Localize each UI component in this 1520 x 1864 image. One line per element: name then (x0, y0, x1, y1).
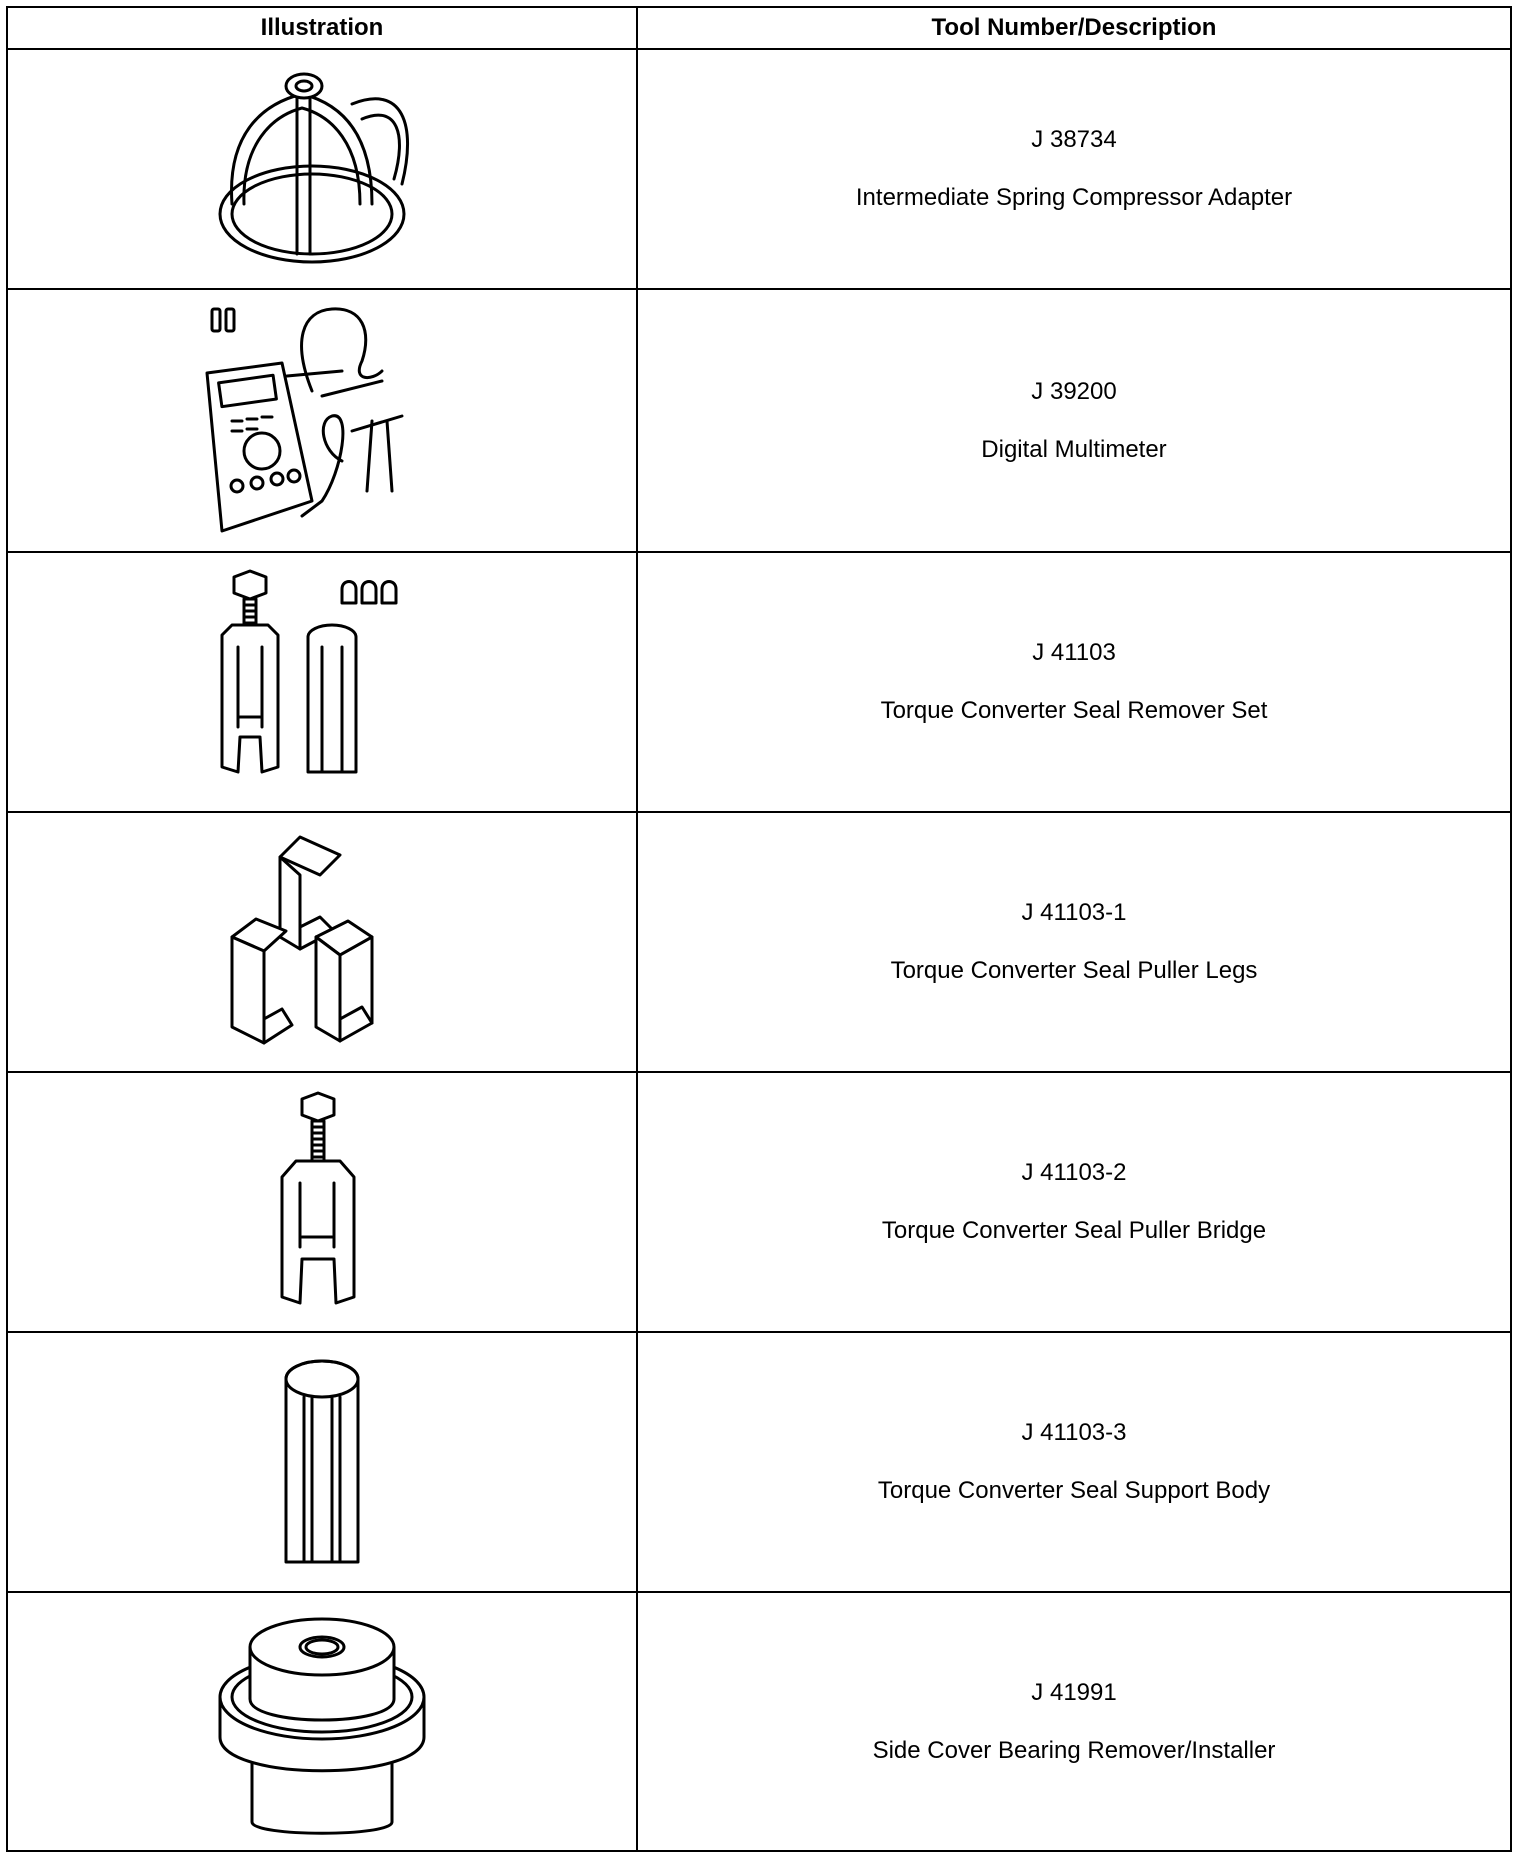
tool-number: J 41103 (1032, 639, 1116, 666)
tool-table-page (6, 6, 1510, 1858)
tool-name: Intermediate Spring Compressor Adapter (855, 184, 1293, 211)
tool-number: J 41103-3 (1021, 1419, 1127, 1446)
table-header-row (7, 7, 1511, 49)
header-illustration: Illustration (7, 7, 637, 49)
table-row (7, 1072, 1511, 1332)
header-tool-description: Tool Number/Description (637, 7, 1511, 49)
table-row (7, 289, 1511, 552)
tool-name: Torque Converter Seal Support Body (877, 1477, 1271, 1504)
tool-number: J 39200 (1031, 377, 1117, 405)
illustration-cell (7, 552, 637, 812)
table-row (7, 49, 1511, 289)
bearing-remover-installer-icon (212, 1607, 432, 1837)
illustration-cell (7, 1072, 637, 1332)
tool-name: Side Cover Bearing Remover/Installer (872, 1736, 1276, 1764)
seal-support-body-icon (262, 1347, 382, 1577)
description-cell (637, 289, 1511, 552)
illustration-cell (7, 812, 637, 1072)
illustration-cell (7, 1332, 637, 1592)
tool-number: J 41103-1 (1021, 899, 1127, 926)
tool-name: Torque Converter Seal Remover Set (880, 697, 1268, 724)
digital-multimeter-icon (202, 301, 442, 541)
tool-name: Torque Converter Seal Puller Legs (890, 957, 1258, 984)
spring-compressor-adapter-icon (202, 64, 442, 274)
special-tools-table (6, 6, 1512, 1852)
tool-number: J 38734 (1031, 126, 1117, 153)
seal-puller-bridge-icon (262, 1087, 382, 1317)
tool-number: J 41103-2 (1021, 1159, 1127, 1186)
table-row (7, 1332, 1511, 1592)
description-cell (637, 49, 1511, 289)
tool-number: J 41991 (1031, 1678, 1117, 1706)
description-cell (637, 1332, 1511, 1592)
description-cell (637, 1592, 1511, 1851)
seal-puller-legs-icon (222, 827, 422, 1057)
description-cell (637, 812, 1511, 1072)
illustration-cell (7, 1592, 637, 1851)
tool-name: Digital Multimeter (981, 435, 1167, 463)
description-cell (637, 1072, 1511, 1332)
table-row (7, 552, 1511, 812)
description-cell (637, 552, 1511, 812)
table-row (7, 812, 1511, 1072)
seal-remover-set-icon (212, 567, 432, 797)
tool-name: Torque Converter Seal Puller Bridge (881, 1217, 1267, 1244)
illustration-cell (7, 49, 637, 289)
illustration-cell (7, 289, 637, 552)
table-row (7, 1592, 1511, 1851)
